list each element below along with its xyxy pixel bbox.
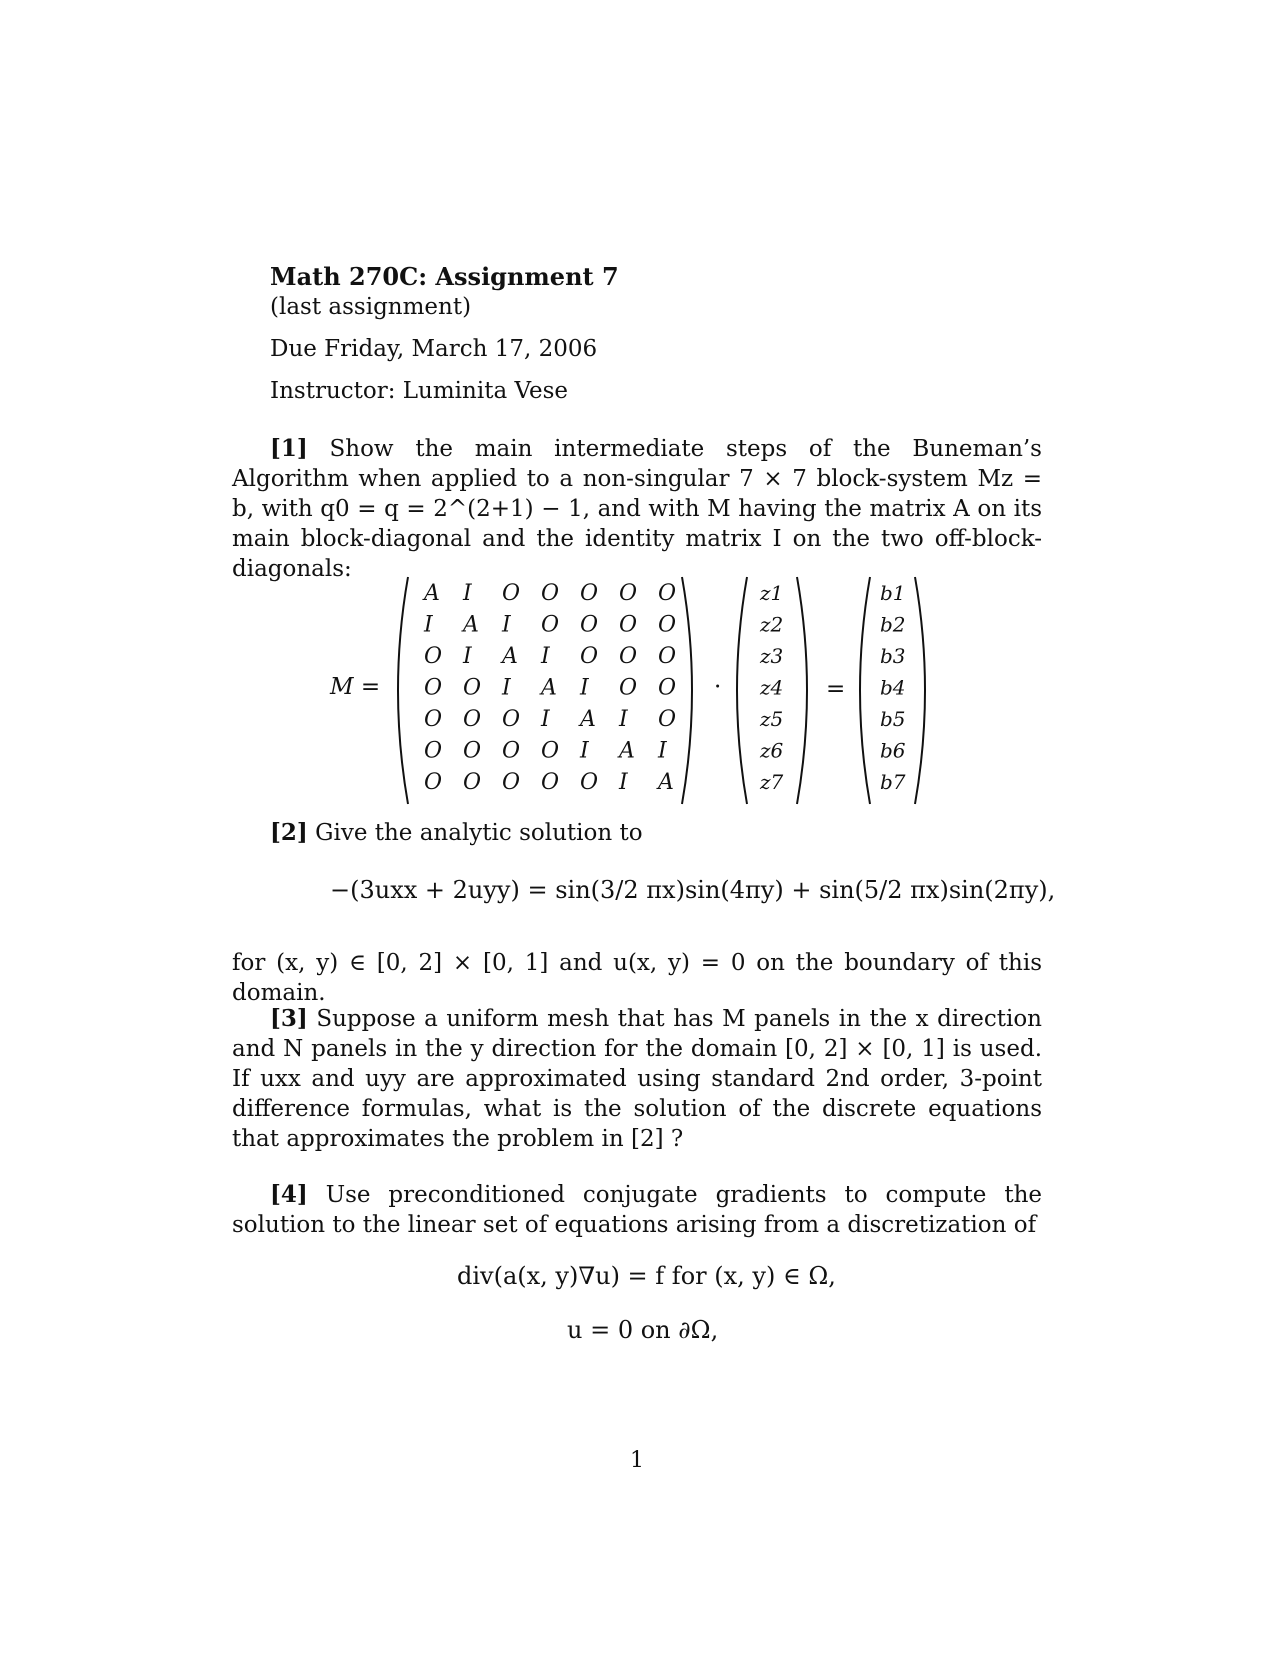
vector-entry: b3 xyxy=(880,644,906,668)
b-vector-left-paren xyxy=(860,577,870,804)
matrix-cell: O xyxy=(541,738,560,764)
problem-2-equation: −(3uxx + 2uyy) = sin(3/2 πx)sin(4πy) + sin(5/2 πx)sin(2πy), xyxy=(330,876,1056,904)
vector-entry: z1 xyxy=(760,581,784,605)
matrix-cell: A xyxy=(619,738,635,764)
matrix-cell: A xyxy=(541,675,557,701)
matrix-cell: I xyxy=(502,612,511,638)
matrix-cell: O xyxy=(658,581,677,606)
matrix-cell: A xyxy=(424,581,440,606)
matrix-cell: O xyxy=(502,707,521,732)
vector-entry: z6 xyxy=(760,738,784,763)
vector-entry: z3 xyxy=(760,644,784,668)
matrix-cell: I xyxy=(619,707,628,732)
matrix-cell: O xyxy=(424,738,443,764)
matrix-cell: O xyxy=(619,612,638,638)
matrix-cell: O xyxy=(619,644,638,669)
matrix-cell: A xyxy=(580,707,596,732)
dot-operator: · xyxy=(714,674,722,700)
problem-4-paragraph xyxy=(232,1180,1042,1240)
vector-entry: z5 xyxy=(760,707,784,731)
matrix-cell: O xyxy=(463,675,482,701)
matrix-cell: O xyxy=(424,644,443,669)
b-vector-right-paren xyxy=(915,577,925,804)
matrix-right-paren xyxy=(682,577,692,804)
matrix-cell: A xyxy=(658,770,674,795)
matrix-cell: I xyxy=(463,644,472,669)
block-system-equation xyxy=(320,572,940,812)
problem-4-equation-1: div(a(x, y)∇u) = f for (x, y) ∈ Ω, xyxy=(457,1262,836,1290)
vector-entry: b7 xyxy=(880,770,906,794)
problem-3-paragraph xyxy=(232,1004,1042,1154)
b-vector-cells xyxy=(880,581,906,794)
matrix-cell: O xyxy=(658,612,677,638)
matrix-cell: I xyxy=(580,675,589,701)
problem-2-paragraph xyxy=(232,818,1042,848)
vector-entry: b6 xyxy=(880,738,906,763)
matrix-label: M = xyxy=(330,674,381,700)
matrix-cell: O xyxy=(502,738,521,764)
matrix-cell: O xyxy=(658,707,677,732)
matrix-cell: O xyxy=(658,675,677,701)
matrix-cell: I xyxy=(502,675,511,701)
matrix-cell: I xyxy=(424,612,433,638)
vector-entry: b4 xyxy=(880,675,906,700)
vector-entry: b2 xyxy=(880,612,906,637)
problem-1-number: [1] xyxy=(270,435,308,462)
problem-2-domain: for (x, y) ∈ [0, 2] × [0, 1] and u(x, y) = 0 on the boundary of this domain. xyxy=(232,950,1042,1006)
matrix-cell: O xyxy=(580,770,599,795)
problem-1-text: Show the main intermediate steps of the Buneman’s Algorithm when applied to a non-singular 7 × 7 block-system Mz = b, with q0 = q = 2^(2+1) − 1, and with M having the matrix A on its main block-diagonal and the identity matrix I on the two off-block-diagonals: xyxy=(232,436,1042,582)
matrix-cell: O xyxy=(580,581,599,606)
vector-entry: b1 xyxy=(880,581,906,605)
matrix-cell: O xyxy=(463,738,482,764)
matrix-cell: O xyxy=(619,675,638,701)
problem-4-text: Use preconditioned conjugate gradients to compute the solution to the linear set of equations arising from a discretization of xyxy=(232,1182,1042,1238)
matrix-cell: O xyxy=(658,644,677,669)
matrix-cell: O xyxy=(619,581,638,606)
matrix-cell: I xyxy=(658,738,667,764)
problem-4-number: [4] xyxy=(270,1181,308,1208)
page-number: 1 xyxy=(630,1448,644,1473)
matrix-cell: O xyxy=(541,581,560,606)
problem-2-number: [2] xyxy=(270,819,308,846)
matrix-cell: O xyxy=(580,612,599,638)
problem-2-text: Give the analytic solution to xyxy=(315,820,643,846)
matrix-cell: O xyxy=(502,581,521,606)
z-vector-right-paren xyxy=(797,577,807,804)
matrix-cells xyxy=(422,581,676,795)
matrix-cell: O xyxy=(541,612,560,638)
matrix-cell: O xyxy=(424,675,443,701)
problem-1-paragraph xyxy=(232,434,1042,584)
matrix-cell: O xyxy=(541,770,560,795)
z-vector-left-paren xyxy=(737,577,747,804)
vector-entry: b5 xyxy=(880,707,906,731)
assignment-subtitle: (last assignment) xyxy=(270,294,472,320)
problem-3-text: Suppose a uniform mesh that has M panels in the x direction and N panels in the y direction for the domain [0, 2] × [0, 1] is used. If uxx and uyy are approximated using standard 2nd order, 3-point difference formulas, what is the solution of the discrete equations that approximates the problem in [2] ? xyxy=(232,1006,1042,1152)
matrix-cell: I xyxy=(580,738,589,764)
matrix-cell: A xyxy=(463,612,479,638)
z-vector-cells xyxy=(759,581,784,794)
matrix-cell: I xyxy=(619,770,628,795)
matrix-cell: O xyxy=(424,770,443,795)
matrix-cell: I xyxy=(541,707,550,732)
matrix-left-paren xyxy=(398,577,408,804)
matrix-cell: O xyxy=(502,770,521,795)
equals-sign: = xyxy=(826,676,846,702)
matrix-cell: I xyxy=(541,644,550,669)
matrix-cell: O xyxy=(463,770,482,795)
matrix-cell: O xyxy=(424,707,443,732)
matrix-cell: A xyxy=(502,644,518,669)
problem-3-number: [3] xyxy=(270,1005,308,1032)
matrix-cell: I xyxy=(463,581,472,606)
instructor-line: Instructor: Luminita Vese xyxy=(270,378,568,404)
matrix-cell: O xyxy=(580,644,599,669)
vector-entry: z7 xyxy=(760,770,784,794)
vector-entry: z4 xyxy=(760,675,784,700)
due-date: Due Friday, March 17, 2006 xyxy=(270,336,598,362)
problem-4-equation-2: u = 0 on ∂Ω, xyxy=(567,1316,719,1344)
matrix-cell: O xyxy=(463,707,482,732)
assignment-title: Math 270C: Assignment 7 xyxy=(270,262,619,291)
vector-entry: z2 xyxy=(760,612,784,637)
